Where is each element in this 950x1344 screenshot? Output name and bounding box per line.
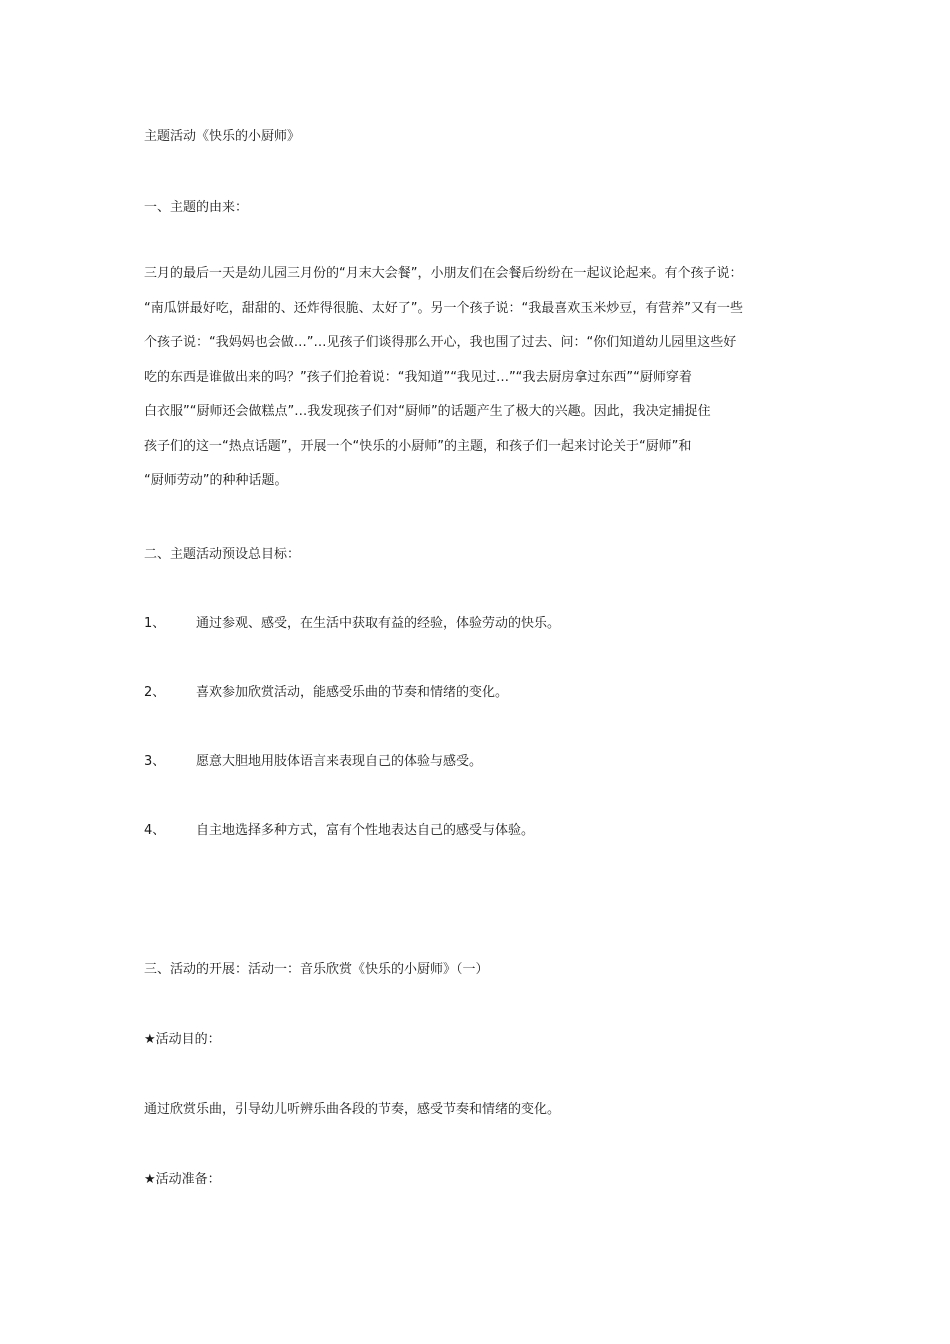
goal-item: [144, 821, 534, 841]
goal-number: 4、: [144, 823, 166, 838]
paragraph-line: “南瓜饼最好吃，甜甜的、还炸得很脆、太好了”。另一个孩子说：“我最喜欢玉米炒豆，有营养”又有一些: [144, 300, 743, 316]
paragraph-line: 吃的东西是谁做出来的吗？”孩子们抢着说：“我知道”“我见过…”“我去厨房拿过东西”“厨师穿着: [144, 369, 692, 385]
section-3-heading: 三、活动的开展：活动一：音乐欣赏《快乐的小厨师》（一）: [144, 962, 489, 977]
goal-text: 通过参观、感受，在生活中获取有益的经验，体验劳动的快乐。: [196, 616, 561, 631]
activity-purpose-label: ★活动目的：: [144, 1032, 221, 1047]
goal-text: 喜欢参加欣赏活动，能感受乐曲的节奏和情绪的变化。: [196, 685, 509, 700]
section-1-paragraph: [144, 257, 816, 499]
paragraph-line: 白衣服”“厨师还会做糕点”…我发现孩子们对“厨师”的话题产生了极大的兴趣。因此，我决定捕捉住: [144, 404, 711, 419]
document-title: 主题活动《快乐的小厨师》: [144, 129, 301, 144]
goal-number: 2、: [144, 685, 166, 700]
goal-text: 愿意大胆地用肢体语言来表现自己的体验与感受。: [196, 754, 483, 769]
activity-preparation-label: ★活动准备：: [144, 1172, 221, 1187]
goal-number: 3、: [144, 754, 166, 769]
goal-item: [144, 614, 560, 634]
section-1-heading: 一、主题的由来：: [144, 200, 249, 215]
section-2-heading: 二、主题活动预设总目标：: [144, 547, 301, 562]
goal-text: 自主地选择多种方式，富有个性地表达自己的感受与体验。: [196, 823, 535, 838]
activity-purpose-text: 通过欣赏乐曲，引导幼儿听辨乐曲各段的节奏，感受节奏和情绪的变化。: [144, 1102, 561, 1117]
goal-item: [144, 683, 508, 703]
paragraph-line: 三月的最后一天是幼儿园三月份的“月末大会餐”，小朋友们在会餐后纷纷在一起议论起来。有个孩子说：: [144, 266, 743, 281]
paragraph-line: 孩子们的这一“热点话题”，开展一个“快乐的小厨师”的主题，和孩子们一起来讨论关于“厨师”和: [144, 438, 692, 454]
goal-number: 1、: [144, 616, 166, 631]
paragraph-line: 个孩子说：“我妈妈也会做…”…见孩子们谈得那么开心，我也围了过去、问：“你们知道幼儿园里这些好: [144, 335, 737, 350]
goal-item: [144, 752, 482, 772]
paragraph-line: “厨师劳动”的种种话题。: [144, 473, 288, 488]
